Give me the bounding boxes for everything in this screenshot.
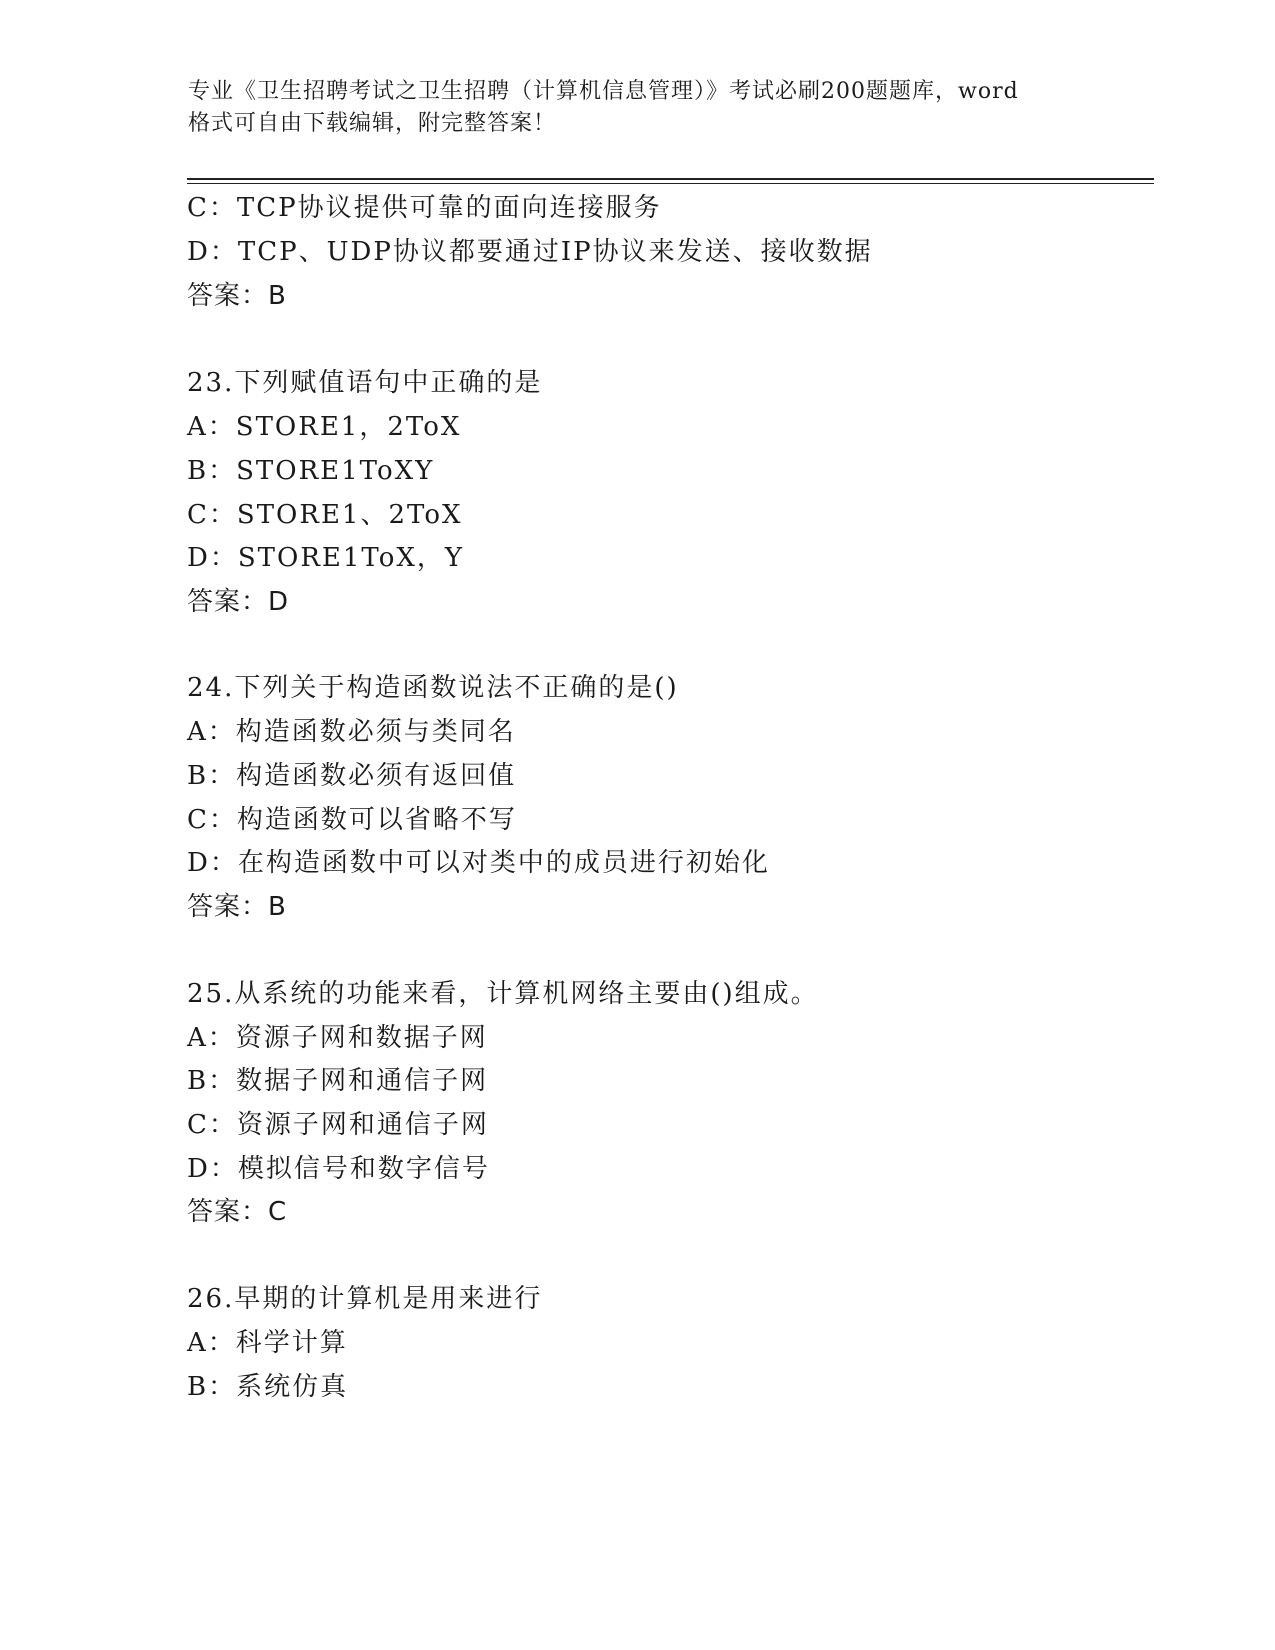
question-stem: 23.下列赋值语句中正确的是 — [187, 368, 543, 398]
option-d: D：STORE1ToX，Y — [187, 543, 465, 573]
option-b: B：构造函数必须有返回值 — [187, 761, 517, 791]
answer: 答案：D — [187, 587, 290, 617]
option-b: B：STORE1ToXY — [187, 456, 435, 486]
option-d: D：模拟信号和数字信号 — [187, 1154, 490, 1184]
header-line-2: 格式可自由下载编辑，附完整答案！ — [188, 111, 557, 136]
header-divider-thin — [187, 183, 1154, 184]
option-d: D：TCP、UDP协议都要通过IP协议来发送、接收数据 — [187, 237, 873, 267]
question-stem: 26.早期的计算机是用来进行 — [187, 1284, 543, 1314]
answer: 答案：C — [187, 1197, 288, 1227]
answer: 答案：B — [187, 892, 287, 922]
header-divider-thick — [187, 178, 1154, 180]
option-b: B：系统仿真 — [187, 1372, 349, 1402]
option-a: A：构造函数必须与类同名 — [187, 717, 516, 747]
option-b: B：数据子网和通信子网 — [187, 1066, 489, 1096]
option-c: C：构造函数可以省略不写 — [187, 805, 517, 835]
option-a: A：STORE1，2ToX — [187, 412, 462, 442]
option-c: C：STORE1、2ToX — [187, 500, 463, 530]
answer: 答案：B — [187, 281, 287, 311]
header-line-1: 专业《卫生招聘考试之卫生招聘（计算机信息管理）》考试必刷200题题库，word — [188, 79, 1019, 104]
document-header — [188, 76, 1088, 140]
option-c: C：TCP协议提供可靠的面向连接服务 — [187, 193, 662, 223]
option-c: C：资源子网和通信子网 — [187, 1110, 489, 1140]
option-a: A：科学计算 — [187, 1328, 348, 1358]
question-stem: 24.下列关于构造函数说法不正确的是() — [187, 673, 679, 703]
question-stem: 25.从系统的功能来看，计算机网络主要由()组成。 — [187, 979, 819, 1009]
option-d: D：在构造函数中可以对类中的成员进行初始化 — [187, 848, 770, 878]
option-a: A：资源子网和数据子网 — [187, 1023, 488, 1053]
